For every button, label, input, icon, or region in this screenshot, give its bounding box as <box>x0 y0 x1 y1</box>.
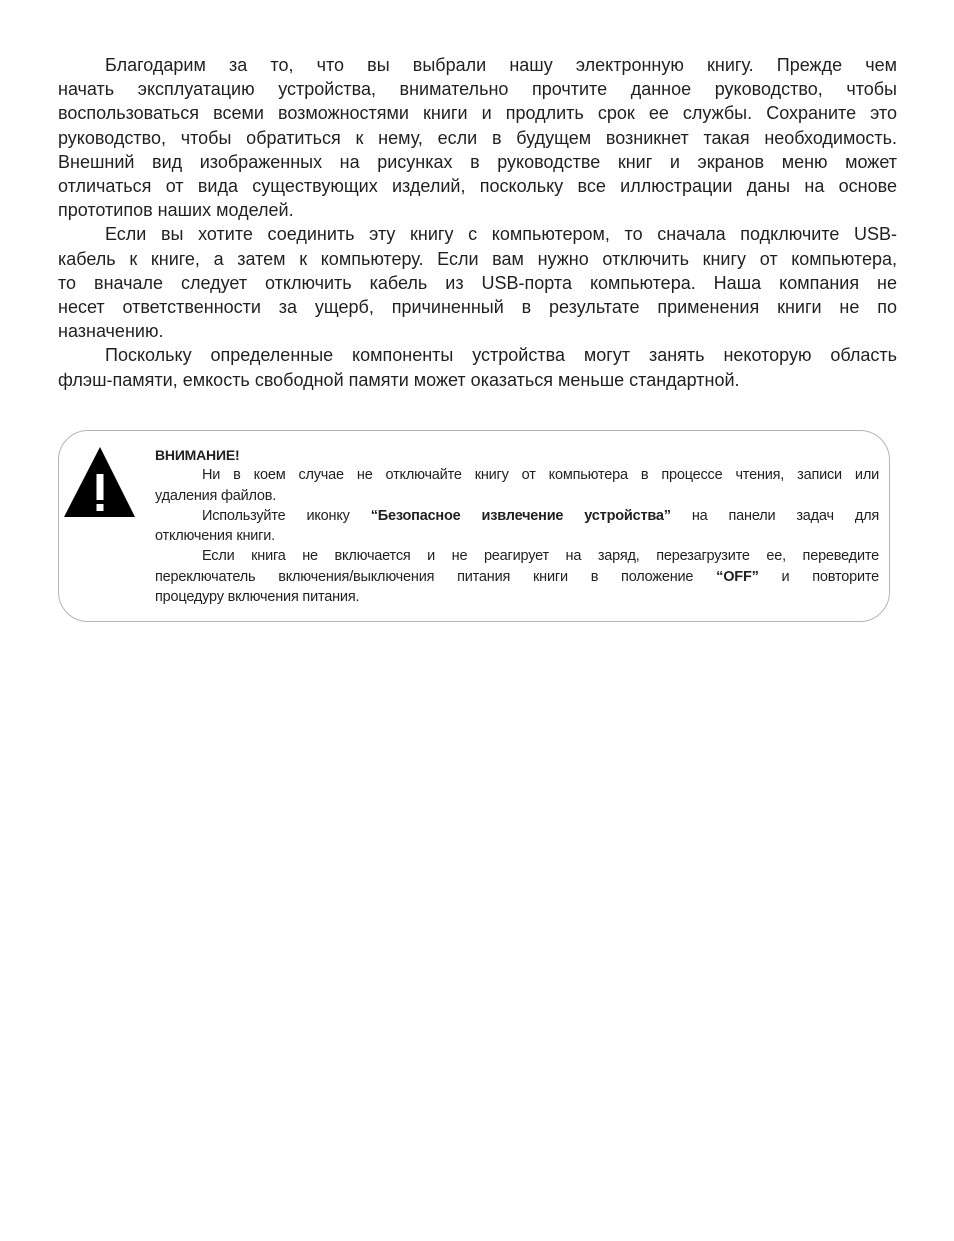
text-line: несет ответственности за ущерб, причиненный в результате применения книги не по <box>58 297 897 318</box>
text-line: Если вы хотите соединить эту книгу с компьютером, то сначала подключите USB- <box>105 224 897 245</box>
text-line: Поскольку определенные компоненты устройства могут занять некоторую область <box>105 345 897 366</box>
off-emphasis: “OFF” <box>716 568 759 585</box>
paragraph-memory <box>58 343 897 391</box>
text-line: прототипов наших моделей. <box>58 200 294 221</box>
text-segment: переключатель включения/выключения питания книги в положение <box>155 568 717 585</box>
text-line: то вначале следует отключить кабель из USB-порта компьютера. Наша компания не <box>58 272 897 293</box>
text-line: Благодарим за то, что вы выбрали нашу электронную книгу. Прежде чем <box>105 55 897 75</box>
warning-triangle-icon <box>64 447 136 519</box>
safe-removal-emphasis: “Безопасное извлечение устройства” <box>370 507 671 524</box>
warning-box <box>58 430 890 622</box>
paragraph-usb <box>58 222 897 343</box>
text-line: процедуру включения питания. <box>155 589 360 606</box>
warning-title: ВНИМАНИЕ! <box>155 447 240 463</box>
text-line: начать эксплуатацию устройства, внимательно прочтите данное руководство, чтобы <box>58 79 897 100</box>
text-line: кабель к книге, а затем к компьютеру. Если вам нужно отключить книгу от компьютера, <box>58 248 897 269</box>
text-segment: и повторите <box>758 568 880 585</box>
text-line <box>155 567 879 587</box>
text-line: удаления файлов. <box>155 487 277 504</box>
text-line: воспользоваться всеми возможностями книги и продлить срок ее службы. Сохраните это <box>58 103 897 124</box>
text-line: Ни в коем случае не отключайте книгу от компьютера в процессе чтения, записи или <box>202 467 879 484</box>
paragraph-intro <box>58 53 897 222</box>
text-line: Внешний вид изображенных на рисунках в руководстве книг и экранов меню может <box>58 151 897 172</box>
text-line: Если книга не включается и не реагирует на заряд, перезагрузите ее, переведите <box>202 548 879 565</box>
text-line: отличаться от вида существующих изделий, поскольку все иллюстрации даны на основе <box>58 176 897 197</box>
text-line <box>155 506 879 526</box>
text-line: флэш-памяти, емкость свободной памяти может оказаться меньше стандартной. <box>58 369 740 390</box>
main-text <box>58 53 897 392</box>
warning-text <box>155 445 879 607</box>
text-segment: Используйте иконку <box>202 507 371 524</box>
text-line: назначению. <box>58 321 164 342</box>
text-line: отключения книги. <box>155 528 275 545</box>
text-segment: на панели задач для <box>670 507 880 524</box>
text-line: руководство, чтобы обратиться к нему, если в будущем возникнет такая необходимость. <box>58 127 897 148</box>
